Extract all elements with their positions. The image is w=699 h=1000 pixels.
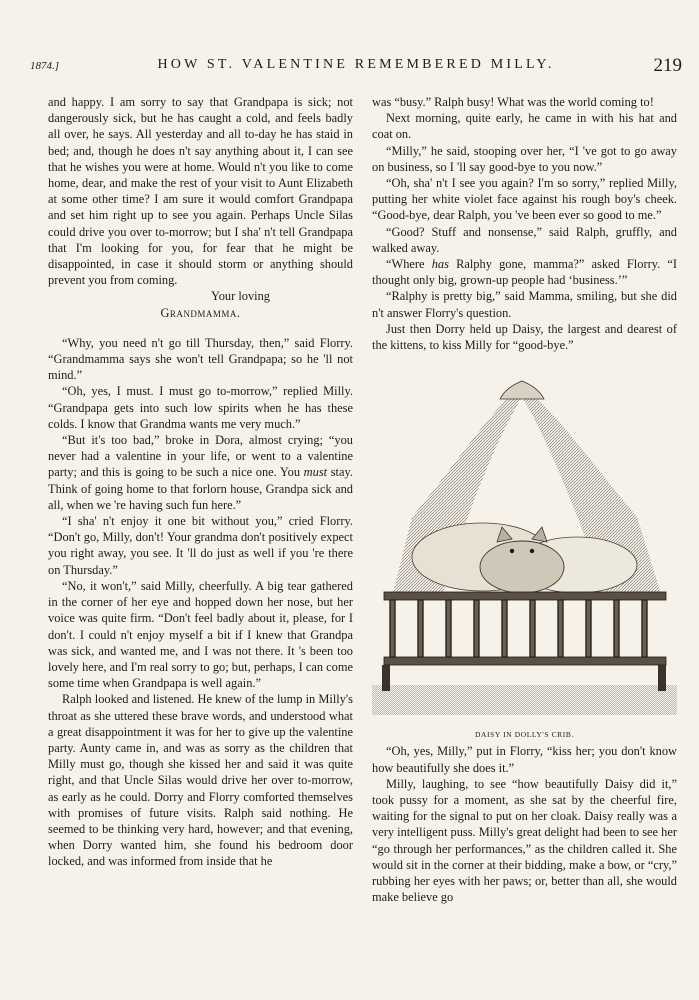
paragraph: “I sha' n't enjoy it one bit without you,” cried Florry. “Don't go, Milly, don't! Your grandma don't positively expect you right away, you see. It 'll do just as well if you 're there on Thursday.”	[48, 514, 353, 577]
page-number: 219	[653, 55, 682, 76]
paragraph: “Ralphy is pretty big,” said Mamma, smiling, but she did n't answer Florry's question.	[372, 289, 677, 320]
paragraph: was “busy.” Ralph busy! What was the world coming to!	[372, 95, 654, 109]
paragraph: “Milly,” he said, stooping over her, “I 've got to go away on business, so I 'll say good-bye to you now.”	[372, 143, 677, 174]
letter-closing: Your loving	[211, 289, 270, 304]
header-title: HOW ST. VALENTINE REMEMBERED MILLY.	[157, 57, 555, 72]
paragraph: Ralph looked and listened. He knew of the lump in Milly's throat as she uttered these brave words, and understood what a great disappointment it was for her to give up the valentine party. Aunty came in, and was as sorry as the children that Milly must go, though she kissed her and said it was quite right, and that Uncle Silas would drive her over to-morrow, as early as he could. Dorry and Florry comforted themselves with promises of future visits. Ralph said nothing. He seemed to be thinking very hard, however; and that evening, when Dorry wanted him, she found his bedroom door locked, and was informed from inside that he	[48, 692, 353, 869]
paragraph: Just then Dorry held up Daisy, the largest and dearest of the kittens, to kiss Milly for “good-bye.”	[372, 321, 677, 353]
paragraph: “Oh, sha' n't I see you again? I'm so sorry,” replied Milly, putting her white violet face against his rough boy's cheek. “Good-bye, dear Ralph, you 've been ever so good to me.”	[372, 176, 677, 223]
letter-body: and happy. I am sorry to say that Grandpapa is sick; not dangerously sick, but he has caught a cold, and feels badly all over, he says. All yesterday and all to-day he has staid in bed; and, though he does n't say anything about it, I can see that he wishes you were at home. Would n't you like to come home, dear, and make the rest of your visit to Aunt Elizabeth at some other time? I am sure it would comfort Grandpapa and set him right up to see you again. Perhaps Uncle Silas could drive you over to-morrow; but I sha' n't tell Grandpapa that I'm looking for you, for fear that he might be disappointed, in case it should storm or anything should prevent you from coming.	[48, 95, 353, 288]
right-column	[372, 94, 677, 905]
paragraph: “Oh, yes, I must. I must go to-morrow,” replied Milly. “Grandpapa gets into such low spirits when he has these colds. I know that Grandma wants me very much.”	[48, 384, 353, 431]
left-column	[48, 94, 353, 870]
paragraph: “But it's too bad,” broke in Dora, almost crying; “you never had a valentine in your life, or went to a valentine party; and this is going to be such a nice one. You must stay. Think of going home to that forlorn house, Grandpa sick and all, when we 're having such fun here.”	[48, 433, 353, 512]
header-year: 1874.]	[30, 60, 60, 72]
kitten-crib-illustration	[372, 367, 677, 721]
paragraph: “Why, you need n't go till Thursday, then,” said Florry. “Grandmamma says she won't tell Grandpapa; so he 'll not mind.”	[48, 335, 353, 383]
illustration-caption: DAISY IN DOLLY'S CRIB.	[475, 730, 574, 740]
letter-signature: Grandmamma.	[160, 305, 241, 320]
paragraph: “Where has Ralphy gone, mamma?” asked Florry. “I thought only big, grown-up people had ‘business.’”	[372, 257, 677, 288]
paragraph: Next morning, quite early, he came in with his hat and coat on.	[372, 111, 677, 142]
paragraph: Milly, laughing, to see “how beautifully Daisy did it,” took pussy for a moment, as she sat by the cheerful fire, waiting for the signal to put on her cloak. Daisy really was a very intelligent puss. Milly's great delight had been to see her “go through her performances,” as the children called it. She would sit in the corner at their bidding, make a bow, or “cry,” rubbing her eyes with her paws; or, better than all, she would make believe go	[372, 776, 677, 905]
paragraph: “No, it won't,” said Milly, cheerfully. A big tear gathered in the corner of her eye and hopped down her nose, but her voice was quite firm. “Don't feel badly about it, please, for I don't. I could n't enjoy myself a bit if I knew that Grandpa was sick, and wanted me, and I was not there. It 's been too lovely here, and I'm real sorry to go; but, perhaps, I can come some time when Grandpapa is well again.”	[48, 578, 353, 691]
paragraph: “Oh, yes, Milly,” put in Florry, “kiss her; you don't know how beautifully she does it.”	[372, 744, 677, 775]
section-gap	[48, 321, 353, 335]
engraving-image	[372, 367, 677, 721]
paragraph: “Good? Stuff and nonsense,” said Ralph, gruffly, and walked away.	[372, 224, 677, 255]
running-header	[30, 55, 682, 81]
